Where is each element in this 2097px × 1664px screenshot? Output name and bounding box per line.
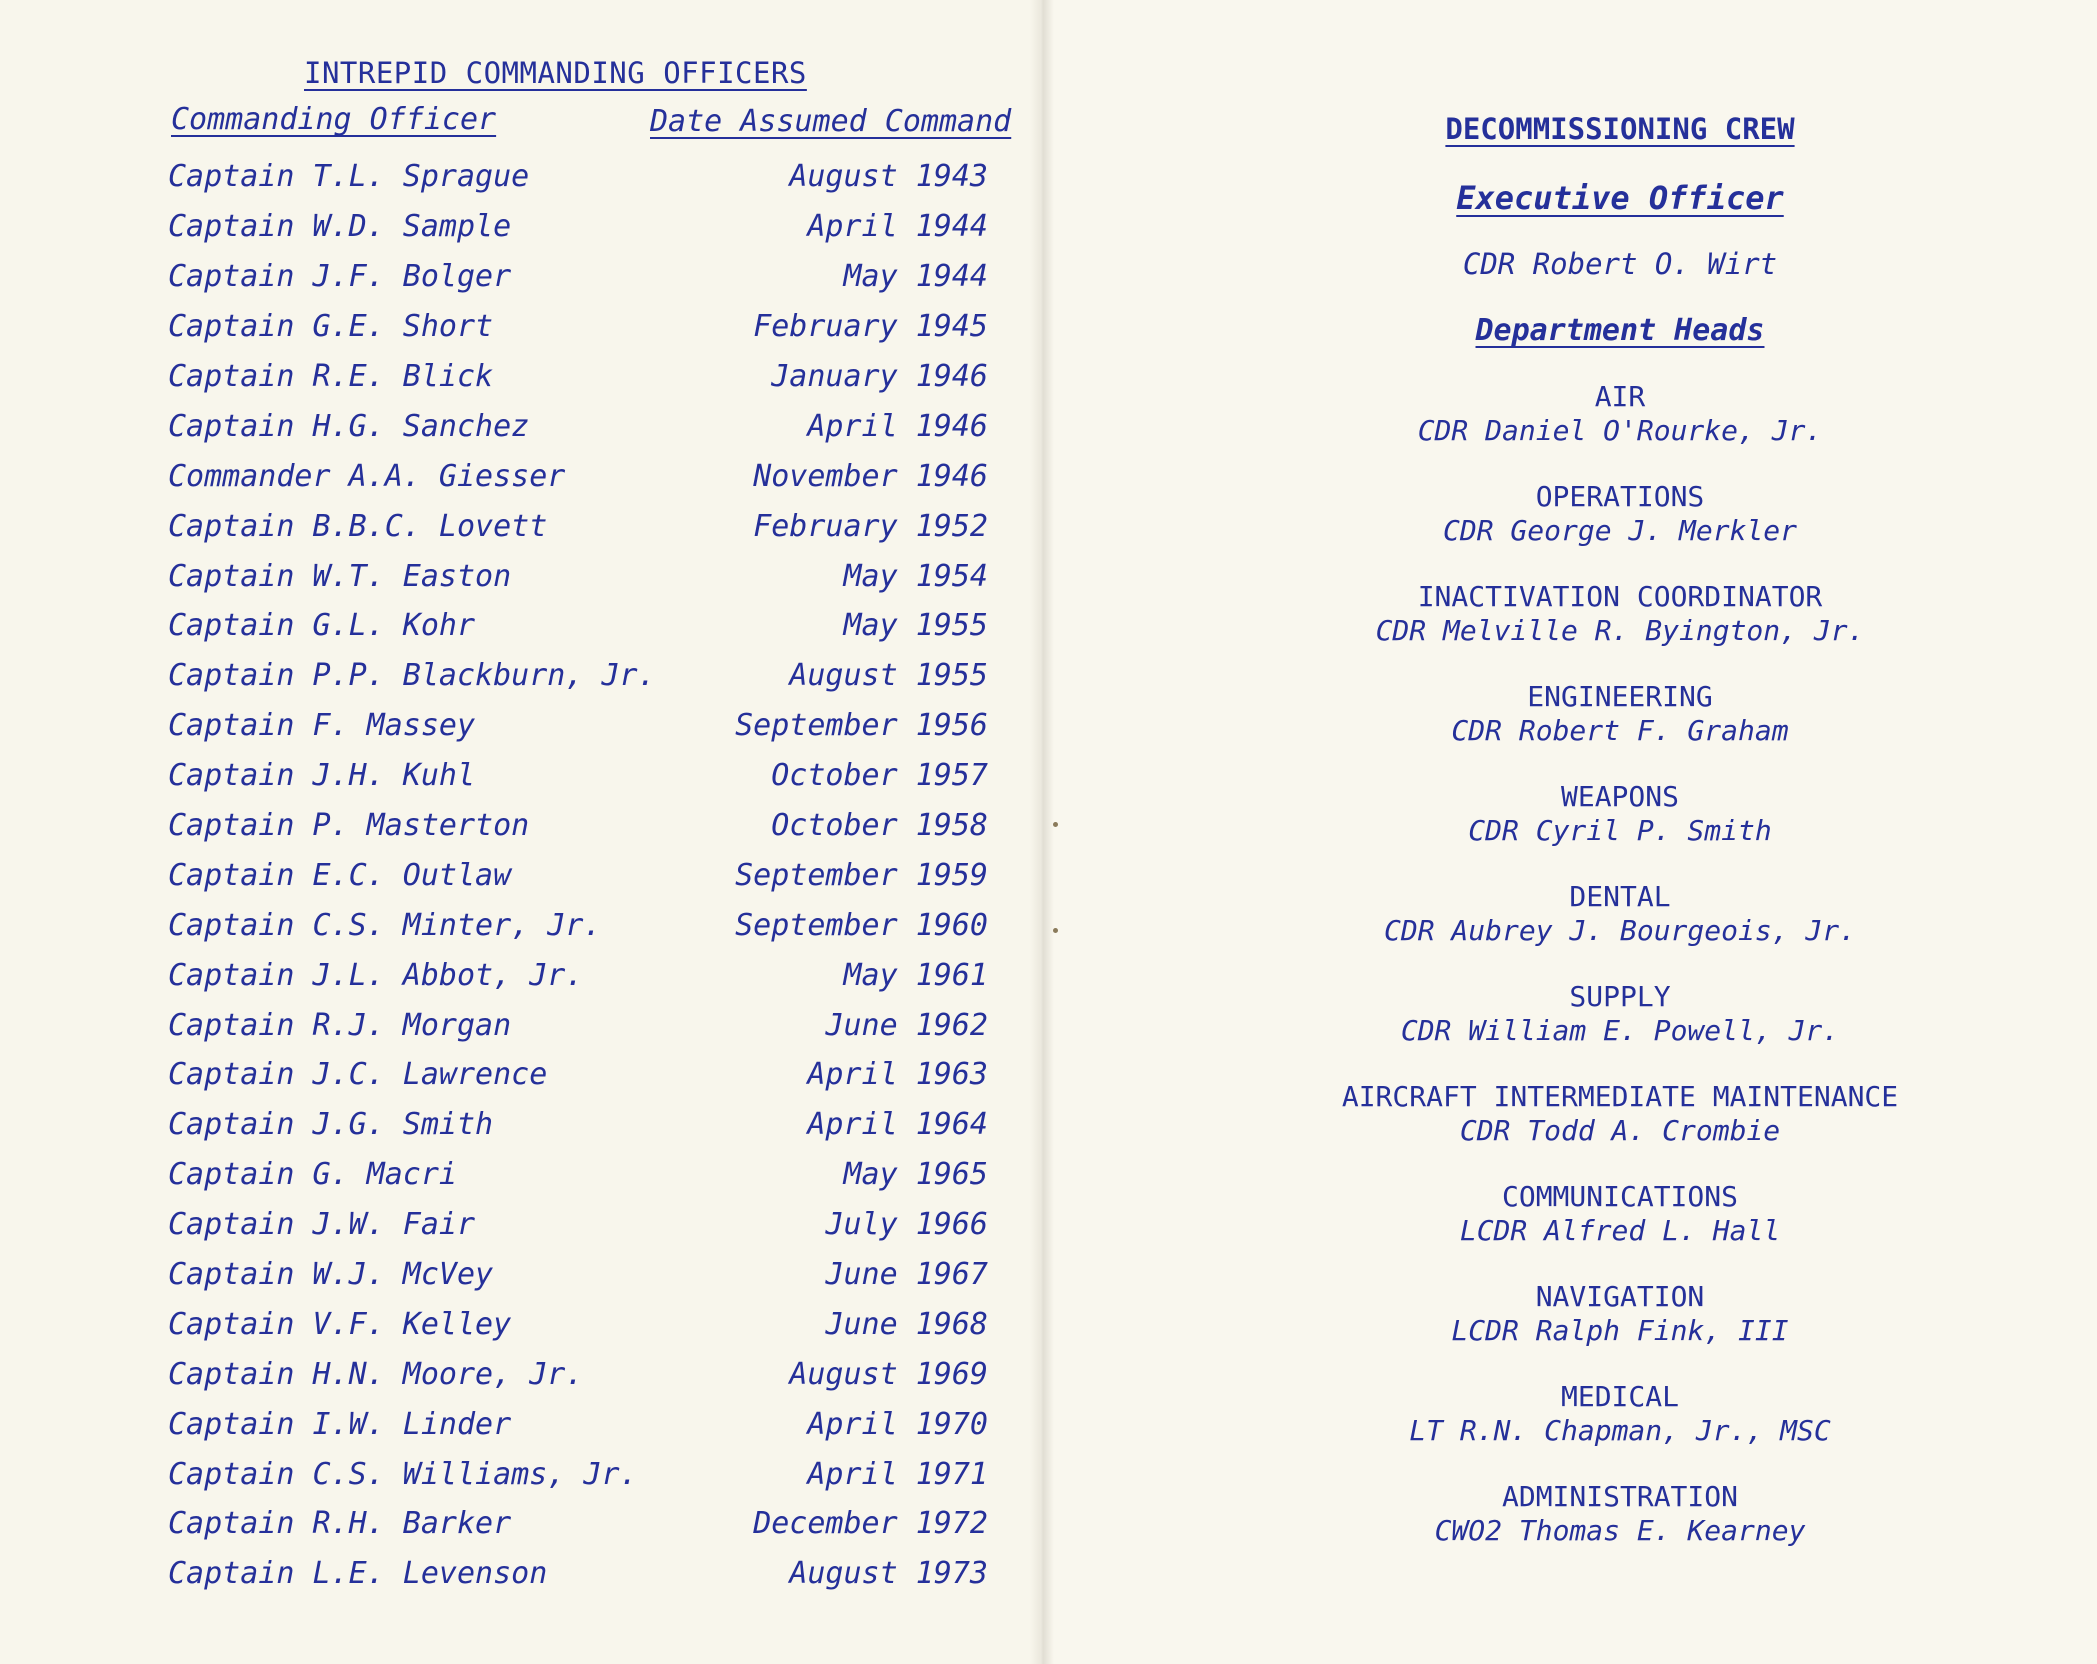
- column-header-date: [650, 104, 1012, 139]
- command-date: February 1945: [753, 309, 988, 345]
- officer-name: Captain W.D. Sample: [168, 209, 512, 245]
- department-block: [1260, 1280, 1980, 1348]
- department-head-name: CDR Todd A. Crombie: [1459, 1114, 1781, 1147]
- department-block: [1260, 1480, 1980, 1548]
- officer-row: [168, 202, 988, 252]
- command-date: May 1955: [843, 608, 988, 644]
- officer-row: [168, 601, 988, 651]
- department-block: [1260, 780, 1980, 848]
- column-header-date-label: Date Assumed Command: [650, 104, 1012, 139]
- command-date: January 1946: [771, 359, 988, 394]
- officer-name: Captain C.S. Williams, Jr.: [168, 1456, 638, 1492]
- department-title: NAVIGATION: [1535, 1280, 1705, 1313]
- department-title: WEAPONS: [1560, 780, 1679, 813]
- officer-list: [168, 152, 988, 1599]
- department-head-name: LCDR Alfred L. Hall: [1459, 1214, 1781, 1247]
- paper-speck: [1053, 928, 1058, 933]
- command-date: August 1969: [789, 1356, 988, 1392]
- department-block: [1260, 480, 1980, 548]
- officer-row: [168, 900, 988, 950]
- command-date: May 1944: [843, 259, 988, 295]
- officer-name: Commander A.A. Giesser: [168, 458, 566, 494]
- command-date: October 1958: [771, 808, 988, 844]
- department-head-name: CDR Cyril P. Smith: [1468, 814, 1772, 847]
- officer-row: [168, 1349, 988, 1399]
- officer-row: [168, 1449, 988, 1499]
- command-date: February 1952: [753, 508, 988, 544]
- officer-row: [168, 1299, 988, 1349]
- officer-name: Captain J.L. Abbot, Jr.: [168, 957, 584, 993]
- department-block: [1260, 880, 1980, 948]
- page-fold: [1030, 0, 1054, 1664]
- officer-name: Captain F. Massey: [168, 708, 476, 744]
- command-date: April 1963: [807, 1057, 988, 1093]
- officer-name: Captain J.W. Fair: [168, 1207, 476, 1243]
- command-date: June 1967: [825, 1257, 988, 1293]
- department-head-name: LCDR Ralph Fink, III: [1451, 1314, 1789, 1347]
- department-block: [1260, 1080, 1980, 1148]
- right-page-title: [1300, 112, 1940, 146]
- command-date: October 1957: [771, 758, 988, 794]
- officer-row: [168, 352, 988, 402]
- officer-name: Captain W.J. McVey: [168, 1257, 494, 1293]
- officer-row: [168, 1549, 988, 1599]
- officer-row: [168, 751, 988, 801]
- officer-name: Captain R.J. Morgan: [168, 1007, 512, 1043]
- officer-row: [168, 1000, 988, 1050]
- officer-row: [168, 551, 988, 601]
- officer-row: [168, 850, 988, 900]
- officer-row: [168, 1250, 988, 1300]
- command-date: August 1973: [789, 1556, 988, 1592]
- department-title: AIR: [1594, 380, 1646, 413]
- officer-row: [168, 1399, 988, 1449]
- officer-name: Captain V.F. Kelley: [168, 1306, 512, 1342]
- department-head-name: CDR Aubrey J. Bourgeois, Jr.: [1383, 914, 1856, 947]
- department-head-name: CWO2 Thomas E. Kearney: [1434, 1514, 1806, 1547]
- command-date: September 1959: [735, 857, 988, 893]
- officer-row: [168, 1200, 988, 1250]
- department-block: [1260, 1380, 1980, 1448]
- command-date: August 1943: [789, 159, 988, 195]
- officer-name: Captain G.E. Short: [168, 309, 494, 345]
- officer-name: Captain G. Macri: [168, 1157, 457, 1193]
- department-block: [1260, 980, 1980, 1048]
- department-title: AIRCRAFT INTERMEDIATE MAINTENANCE: [1341, 1080, 1899, 1113]
- officer-row: [168, 451, 988, 501]
- command-date: May 1954: [843, 558, 988, 594]
- command-date: July 1966: [825, 1207, 988, 1243]
- officer-name: Captain P. Masterton: [168, 808, 530, 844]
- officer-name: Captain R.H. Barker: [168, 1506, 512, 1542]
- department-block: [1260, 1180, 1980, 1248]
- officer-name: Captain L.E. Levenson: [168, 1556, 548, 1592]
- officer-row: [168, 401, 988, 451]
- department-head-name: CDR Melville R. Byington, Jr.: [1375, 614, 1865, 647]
- department-head-name: CDR George J. Merkler: [1442, 514, 1797, 547]
- command-date: April 1970: [807, 1406, 988, 1442]
- left-page-title: INTREPID COMMANDING OFFICERS: [304, 56, 807, 90]
- officer-row: [168, 801, 988, 851]
- command-date: September 1956: [735, 708, 988, 744]
- dh-heading-text: Department Heads: [1475, 313, 1765, 348]
- officer-name: Captain H.G. Sanchez: [168, 408, 530, 444]
- department-block: [1260, 680, 1980, 748]
- officer-name: Captain J.H. Kuhl: [168, 758, 476, 794]
- department-block: [1260, 580, 1980, 648]
- officer-name: Captain E.C. Outlaw: [168, 857, 512, 893]
- officer-row: [168, 1499, 988, 1549]
- officer-name: Captain P.P. Blackburn, Jr.: [168, 658, 656, 694]
- department-title: MEDICAL: [1560, 1380, 1679, 1413]
- command-date: June 1968: [825, 1306, 988, 1342]
- officer-name: Captain I.W. Linder: [168, 1406, 512, 1442]
- department-title: ENGINEERING: [1527, 680, 1713, 713]
- department-title: INACTIVATION COORDINATOR: [1417, 580, 1823, 613]
- officer-row: [168, 651, 988, 701]
- officer-name: Captain J.G. Smith: [168, 1107, 494, 1143]
- executive-officer-heading: [1300, 179, 1940, 217]
- officer-row: [168, 1050, 988, 1100]
- department-heads-heading: [1300, 313, 1940, 348]
- command-date: April 1971: [807, 1456, 988, 1492]
- officer-row: [168, 302, 988, 352]
- officer-name: Captain G.L. Kohr: [168, 608, 476, 644]
- department-title: SUPPLY: [1569, 980, 1671, 1013]
- command-date: May 1965: [843, 1157, 988, 1193]
- officer-name: Captain R.E. Blick: [168, 359, 494, 394]
- department-head-name: CDR Robert F. Graham: [1451, 714, 1789, 747]
- command-date: April 1944: [807, 209, 988, 245]
- officer-name: Captain H.N. Moore, Jr.: [168, 1356, 584, 1392]
- command-date: April 1946: [807, 408, 988, 444]
- officer-row: [168, 950, 988, 1000]
- crew-title-text: DECOMMISSIONING CREW: [1445, 112, 1795, 146]
- paper-speck: [1053, 822, 1058, 827]
- department-title: OPERATIONS: [1535, 480, 1705, 513]
- department-block: [1260, 380, 1980, 448]
- column-header-officer: Commanding Officer: [171, 102, 497, 137]
- department-title: DENTAL: [1569, 880, 1671, 913]
- department-head-name: CDR William E. Powell, Jr.: [1400, 1014, 1840, 1047]
- officer-row: [168, 252, 988, 302]
- executive-officer-name: CDR Robert O. Wirt: [1462, 247, 1778, 281]
- department-head-name: CDR Daniel O'Rourke, Jr.: [1417, 414, 1823, 447]
- command-date: June 1962: [825, 1007, 988, 1043]
- department-title: COMMUNICATIONS: [1501, 1180, 1738, 1213]
- command-date: August 1955: [789, 658, 988, 694]
- officer-name: Captain B.B.C. Lovett: [168, 508, 548, 544]
- command-date: April 1964: [807, 1107, 988, 1143]
- command-date: May 1961: [843, 957, 988, 993]
- command-date: November 1946: [753, 458, 988, 494]
- command-date: September 1960: [735, 907, 988, 943]
- officer-row: [168, 1150, 988, 1200]
- xo-heading-text: Executive Officer: [1456, 179, 1784, 217]
- officer-name: Captain J.C. Lawrence: [168, 1057, 548, 1093]
- officer-name: Captain W.T. Easton: [168, 558, 512, 594]
- officer-row: [168, 501, 988, 551]
- officer-row: [168, 152, 988, 202]
- command-date: December 1972: [753, 1506, 988, 1542]
- officer-name: Captain C.S. Minter, Jr.: [168, 907, 602, 943]
- department-head-name: LT R.N. Chapman, Jr., MSC: [1409, 1414, 1831, 1447]
- officer-name: Captain T.L. Sprague: [168, 159, 530, 195]
- officer-row: [168, 1100, 988, 1150]
- department-title: ADMINISTRATION: [1501, 1480, 1738, 1513]
- officer-row: [168, 701, 988, 751]
- officer-name: Captain J.F. Bolger: [168, 259, 512, 295]
